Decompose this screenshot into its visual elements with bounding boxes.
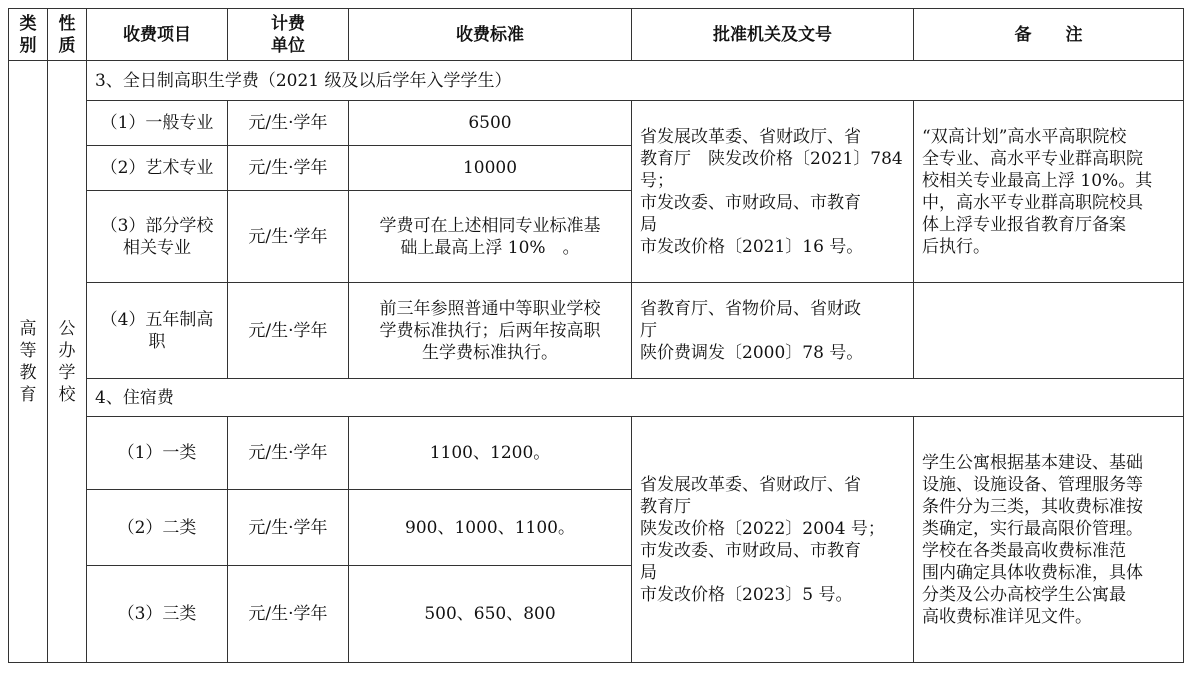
section4-title-row xyxy=(9,379,1184,417)
unit-cell: 元/生·学年 xyxy=(228,417,349,490)
item-cell: （1）一类 xyxy=(87,417,228,490)
item-cell: （3）部分学校 相关专业 xyxy=(87,191,228,283)
standard-cell: 900、1000、1100。 xyxy=(349,490,632,566)
unit-cell: 元/生·学年 xyxy=(228,566,349,663)
header-nature: 性 质 xyxy=(48,9,87,61)
fee-table-container xyxy=(8,8,1184,663)
item-cell: （2）二类 xyxy=(87,490,228,566)
header-item: 收费项目 xyxy=(87,9,228,61)
fee-table xyxy=(8,8,1184,663)
item-cell: （4）五年制高 职 xyxy=(87,283,228,379)
unit-cell: 元/生·学年 xyxy=(228,490,349,566)
standard-cell: 前三年参照普通中等职业学校 学费标准执行；后两年按高职 生学费标准执行。 xyxy=(349,283,632,379)
section3-title: 3、全日制高职生学费（2021 级及以后学年入学学生） xyxy=(87,61,1184,101)
standard-cell: 学费可在上述相同专业标准基 础上最高上浮 10% 。 xyxy=(349,191,632,283)
item-cell: （1）一般专业 xyxy=(87,101,228,146)
header-unit: 计费 单位 xyxy=(228,9,349,61)
authority-cell: 省发展改革委、省财政厅、省 教育厅 陕发改价格〔2022〕2004 号； 市发改委、市财政局、市教育 局 市发改价格〔2023〕5 号。 xyxy=(632,417,914,663)
unit-cell: 元/生·学年 xyxy=(228,101,349,146)
standard-cell: 10000 xyxy=(349,146,632,191)
unit-cell: 元/生·学年 xyxy=(228,146,349,191)
remark-cell xyxy=(914,283,1184,379)
table-row xyxy=(9,417,1184,490)
standard-cell: 1100、1200。 xyxy=(349,417,632,490)
nature-cell: 公 办 学 校 xyxy=(48,61,87,663)
authority-cell: 省教育厅、省物价局、省财政 厅 陕价费调发〔2000〕78 号。 xyxy=(632,283,914,379)
header-standard: 收费标准 xyxy=(349,9,632,61)
standard-cell: 500、650、800 xyxy=(349,566,632,663)
remark-cell: “双高计划”高水平高职院校 全专业、高水平专业群高职院 校相关专业最高上浮 10%。其 中，高水平专业群高职院校具 体上浮专业报省教育厅备案 后执行。 xyxy=(914,101,1184,283)
unit-cell: 元/生·学年 xyxy=(228,283,349,379)
table-row xyxy=(9,283,1184,379)
section4-title: 4、住宿费 xyxy=(87,379,1184,417)
header-row xyxy=(9,9,1184,61)
header-remark: 备 注 xyxy=(914,9,1184,61)
header-authority: 批准机关及文号 xyxy=(632,9,914,61)
category-cell: 高 等 教 育 xyxy=(9,61,48,663)
header-category: 类 别 xyxy=(9,9,48,61)
remark-cell: 学生公寓根据基本建设、基础 设施、设施设备、管理服务等 条件分为三类，其收费标准按 类确定，实行最高限价管理。 学校在各类最高收费标准范 围内确定具体收费标准，具体 分类及公办高校学生公寓最 高收费标准详见文件。 xyxy=(914,417,1184,663)
unit-cell: 元/生·学年 xyxy=(228,191,349,283)
table-row xyxy=(9,101,1184,146)
standard-cell: 6500 xyxy=(349,101,632,146)
section3-title-row xyxy=(9,61,1184,101)
item-cell: （3）三类 xyxy=(87,566,228,663)
authority-cell: 省发展改革委、省财政厅、省 教育厅 陕发改价格〔2021〕784 号； 市发改委、市财政局、市教育 局 市发改价格〔2021〕16 号。 xyxy=(632,101,914,283)
item-cell: （2）艺术专业 xyxy=(87,146,228,191)
